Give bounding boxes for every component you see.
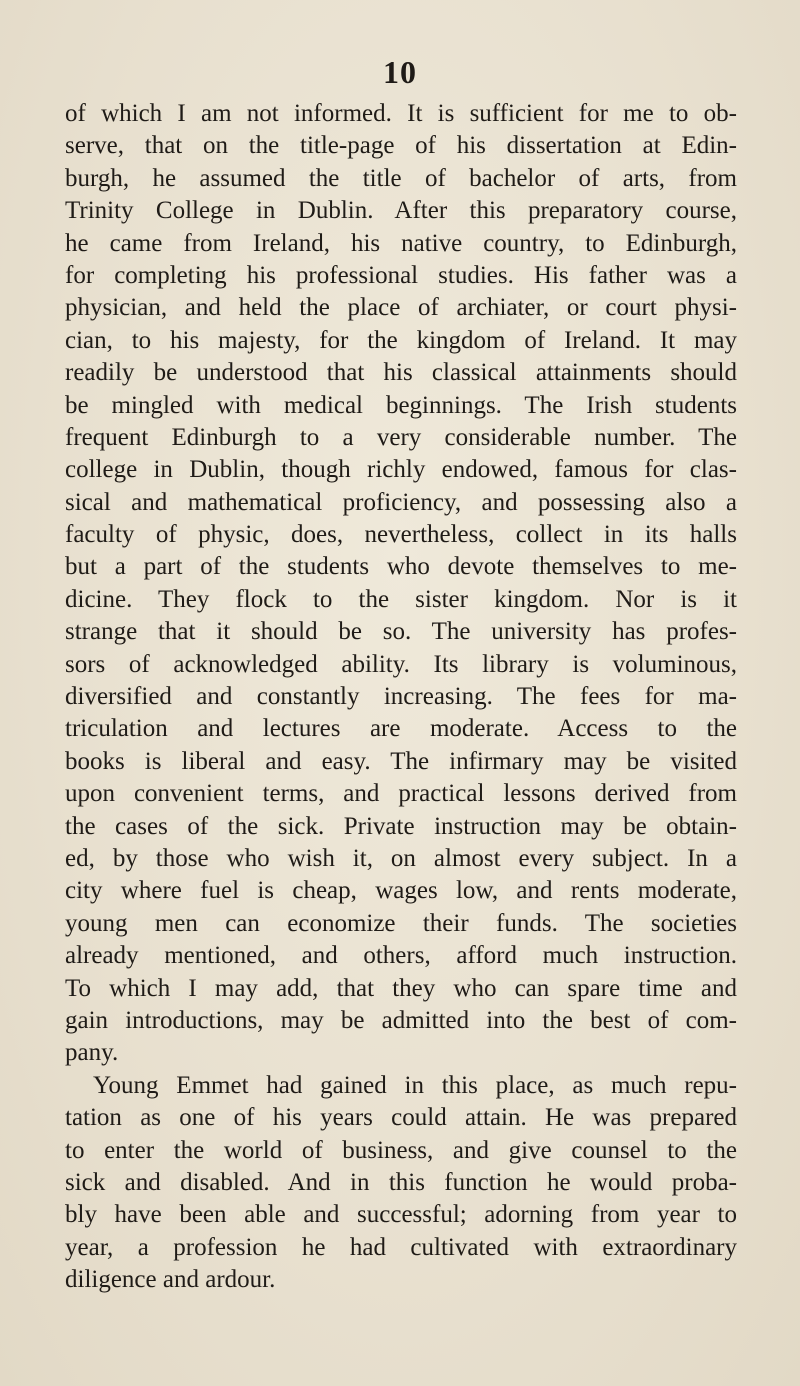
text-line: diversified and constantly increasing. The fees for ma-: [65, 683, 737, 711]
text-line: To which I may add, that they who can spare time and: [65, 974, 737, 1002]
text-line: of which I am not informed. It is sufficient for me to ob-: [65, 100, 737, 127]
text-line: serve, that on the title-page of his dissertation at Edin-: [65, 132, 737, 160]
text-line: for completing his professional studies. His father was a: [65, 261, 737, 289]
text-line: strange that it should be so. The university has profes-: [65, 618, 737, 646]
text-line: gain introductions, may be admitted into the best of com-: [65, 1006, 737, 1034]
text-line: physician, and held the place of archiater, or court physi-: [65, 294, 737, 322]
text-line: books is liberal and easy. The infirmary may be visited: [65, 747, 737, 775]
page-number: 10: [383, 54, 417, 90]
text-line: college in Dublin, though richly endowed, famous for clas-: [65, 456, 737, 484]
text-line: city where fuel is cheap, wages low, and rents moderate,: [65, 877, 737, 905]
text-line: upon convenient terms, and practical lessons derived from: [65, 780, 737, 808]
text-line: dicine. They flock to the sister kingdom. Nor is it: [65, 585, 737, 613]
text-line: triculation and lectures are moderate. Access to the: [65, 715, 737, 743]
text-line: young men can economize their funds. The societies: [65, 909, 737, 937]
text-line: ed, by those who wish it, on almost every subject. In a: [65, 844, 737, 872]
text-line: sors of acknowledged ability. Its library is voluminous,: [65, 650, 737, 678]
text-line: cian, to his majesty, for the kingdom of Ireland. It may: [65, 326, 737, 354]
text-line: to enter the world of business, and give counsel to the: [65, 1136, 737, 1164]
text-line: readily be understood that his classical attainments should: [65, 359, 737, 387]
text-line: tation as one of his years could attain. He was prepared: [65, 1104, 737, 1132]
text-line: frequent Edinburgh to a very considerable number. The: [65, 423, 737, 451]
text-line: diligence and ardour.: [65, 1266, 276, 1294]
text-line: faculty of physic, does, nevertheless, collect in its halls: [65, 521, 737, 549]
text-line: he came from Ireland, his native country, to Edinburgh,: [65, 229, 737, 257]
paragraph-start-line: Young Emmet had gained in this place, as much repu-: [93, 1071, 737, 1099]
body-text: [65, 98, 737, 1296]
text-line: sick and disabled. And in this function he would proba-: [65, 1168, 737, 1196]
text-line: pany.: [65, 1039, 119, 1067]
text-line: Trinity College in Dublin. After this preparatory course,: [65, 197, 737, 225]
text-line: burgh, he assumed the title of bachelor of arts, from: [65, 164, 737, 192]
text-line: bly have been able and successful; adorning from year to: [65, 1201, 737, 1229]
text-line: be mingled with medical beginnings. The Irish students: [65, 391, 737, 419]
text-line: the cases of the sick. Private instruction may be obtain-: [65, 812, 737, 840]
text-line: already mentioned, and others, afford much instruction.: [65, 942, 737, 970]
text-line: sical and mathematical proficiency, and possessing also a: [65, 488, 737, 516]
text-line: year, a profession he had cultivated with extraordinary: [65, 1233, 737, 1261]
text-line: but a part of the students who devote themselves to me-: [65, 553, 737, 581]
